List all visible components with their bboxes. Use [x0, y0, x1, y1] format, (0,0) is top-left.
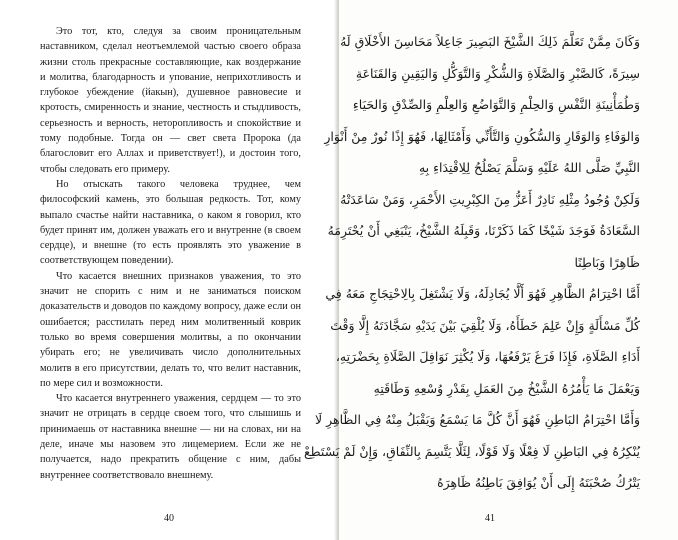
right-page: [304, 0, 678, 540]
arabic-line: أَمَّا احْتِرَامُ الظَّاهِرِ فَهُوَ أَلَّا يُجَادِلَهُ، وَلَا يَشْتَغِلَ بِالِاحْتِجَاجِ مَعَهُ فِي: [325, 286, 640, 301]
paragraph: Что касается внутреннего уважения, сердцем — то это значит не отрицать в сердце своем того, что слышишь и принимаешь от наставника внешне — ни на словах, ни на деле, иначе мы назовем это лицемерием. Если же не получается, надо прекратить общение с ним, дабы внутреннее соответствовало внешнему.: [40, 393, 301, 481]
arabic-line: وَلَكِنْ وُجُودُ مِثْلِهِ نَادِرٌ أَعَزُّ مِنَ الكِبْرِيتِ الأَحْمَرِ، وَمَنْ سَاعَدَتْهُ: [340, 191, 640, 207]
arabic-line: وَطُمَأْنِينَةِ النَّفْسِ وَالحِلْمِ وَالتَّوَاضُعِ وَالعِلْمِ وَالصِّدْقِ وَالحَيَاءِ: [352, 97, 640, 112]
arabic-line: يَتْرُكُ صُحْبَتَهُ إِلَى أَنْ يُوَافِقَ بَاطِنُهُ ظَاهِرَهُ: [437, 475, 640, 490]
arabic-line: كُلِّ مَسْأَلَةٍ وَإِنْ عَلِمَ خَطَأَهُ، وَلَا يُلْقِيَ بَيْنَ يَدَيْهِ سَجَّادَتَهُ إِلَّا وَقْتَ: [330, 317, 640, 333]
page-number: 40: [164, 513, 174, 524]
arabic-line: ظَاهِرًا وَبَاطِنًا: [574, 254, 640, 270]
page-number: 41: [485, 513, 495, 524]
arabic-line: السَّعَادَةُ فَوَجَدَ شَيْخًا كَمَا ذَكَرْنَا، وَقَبِلَهُ الشَّيْخُ، يَنْبَغِي أَنْ يُحْتَرِمَهُ: [327, 223, 640, 238]
paragraph: Это тот, кто, следуя за своим проницательным наставником, сделал неотъемлемой частью своего образа жизни столь прекрасные составляющие, как воздержание и молитва, благодарность и упование, неприхотливость и глубокое убеждение (йакын), душевное равновесие и кротость, смиренность и знание, честность и стыдливость, серьезность и верность, неторопливость и спокойствие и тому подобные. Тогда он — свет света Пророка (да благословит его Аллах и приветствует!), и достоин того, чтобы следовать его примеру.: [40, 26, 301, 175]
arabic-line: أَدَاءِ الصَّلَاةِ، فَإِذَا فَرَغَ يَرْفَعُهَا، وَلَا يُكْثِرَ نَوَافِلَ الصَّلَاةِ بِحَضْرَتِهِ،: [335, 349, 640, 364]
arabic-line: وَكَانَ مِمَّنْ تَعَلَّمَ ذَلِكَ الشَّيْخَ البَصِيرَ جَاعِلاً مَحَاسِنَ الأَخْلَاقِ لَهُ: [340, 34, 640, 49]
arabic-line: وَالوَفَاءِ وَالوَقَارِ وَالسُّكُونِ وَالتَّأَنِّي وَأَمْثَالِهَا، فَهُوَ إِذًا نُورٌ مِنْ أَنْوَارِ: [324, 128, 640, 144]
paragraph: Что касается внешних признаков уважения, то это значит не спорить с ним и не заниматься поиском доказательств и доводов по каждому вопросу, даже если он ошибается; расстилать перед ним молитвенный коврик только во время совершения молитвы, а по окончании убирать его; не увеличивать число дополнительных молитв в его присутствии, делать то, что велит наставник, по мере сил и возможности.: [40, 270, 301, 389]
arabic-line: يُنْكِرُهُ فِي البَاطِنِ لَا فِعْلًا وَلَا قَوْلًا، لِئَلَّا يَتَّسِمَ بِالنِّفَاقِ، وَإِنْ لَمْ يَسْتَطِعْ: [304, 443, 640, 459]
arabic-line: سِيرَةً، كَالصَّبْرِ وَالصَّلَاةِ وَالشُّكْرِ وَالتَّوَكُّلِ وَاليَقِينِ وَالقَنَاعَةِ: [355, 65, 640, 81]
arabic-line: وَيَعْمَلَ مَا يَأْمُرُهُ الشَّيْخُ مِنَ العَمَلِ بِقَدْرِ وُسْعِهِ وَطَاقَتِهِ: [373, 380, 640, 396]
left-page: [0, 0, 337, 540]
arabic-line: النَّبِيِّ صَلَّى اللهُ عَلَيْهِ وَسَلَّمَ يَصْلُحُ لِلِاقْتِدَاءِ بِهِ: [418, 160, 640, 175]
paragraph: Но отыскать такого человека труднее, чем философский камень, это большая редкость. Тот, кому выпало счастье найти наставника, о каком я говорил, кто будет принят им, должен уважать его и внутренне (в своем сердце), и внешне (то есть проявлять это уважение в соответствующем поведении).: [40, 178, 301, 267]
arabic-line: وَأَمَّا احْتِرَامُ البَاطِنِ فَهُوَ أَنَّ كُلَّ مَا يَسْمَعُ وَيَقْبَلُ مِنْهُ فِي الظَّاهِرِ لَا: [315, 412, 640, 427]
